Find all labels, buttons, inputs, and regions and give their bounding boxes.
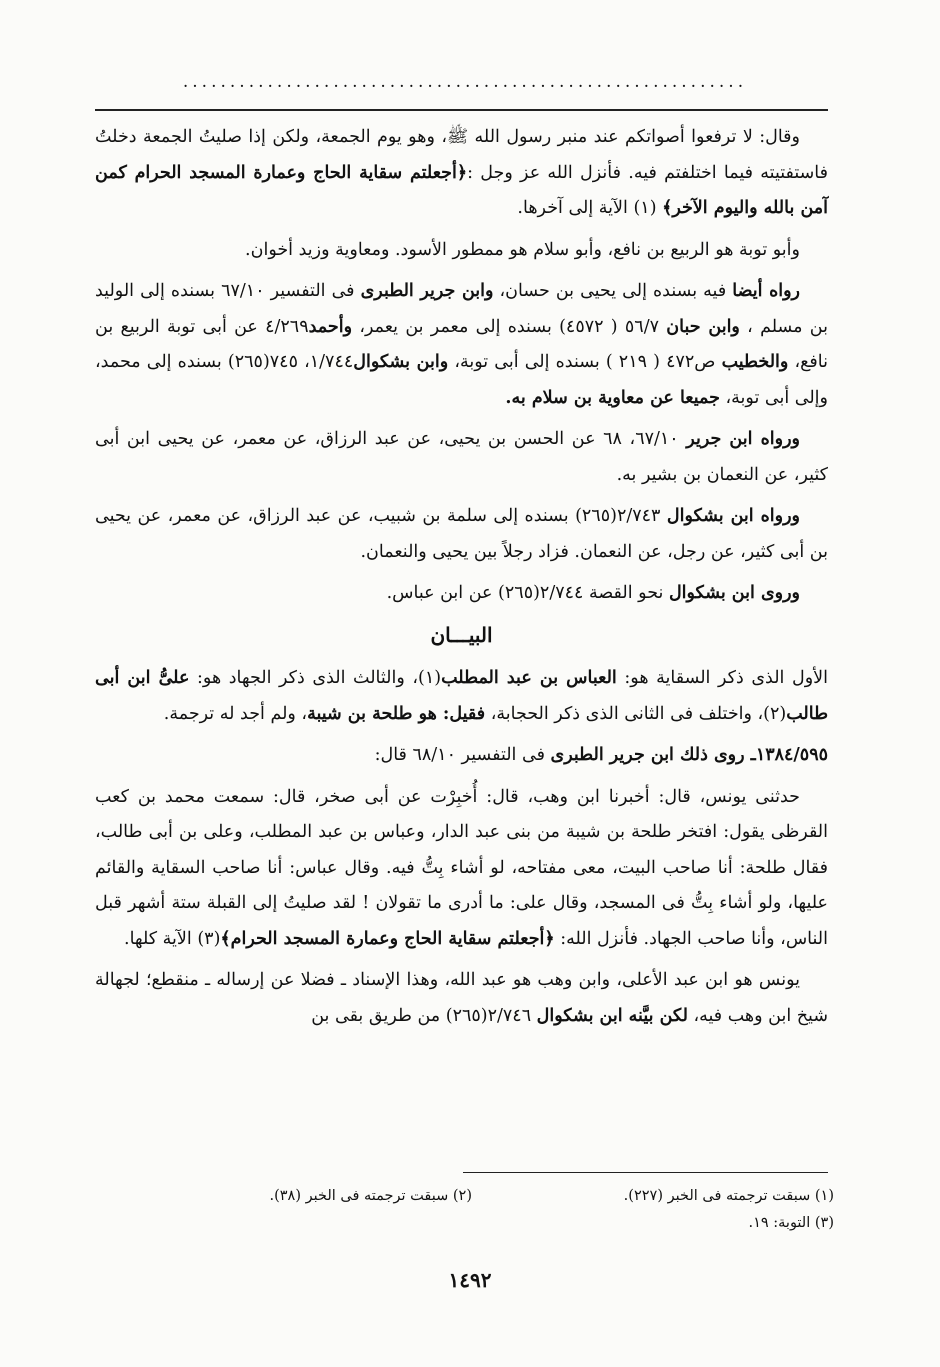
bold-text: رواه أيضا (732, 281, 801, 301)
text: (١)، والثالث الذى ذكر الجهاد هو: (189, 668, 442, 688)
text: نحو القصة ٢/٧٤٤(٢٦٥) عن ابن عباس. (386, 583, 669, 603)
text: فى التفسير ٦٧/١٠ بسنده إلى الوليد بن مسلم ، (95, 281, 828, 337)
paragraph (95, 499, 828, 570)
paragraphs-part-1 (95, 120, 828, 612)
paragraph (95, 963, 828, 1034)
bold-text: العباس بن عبد المطلب (441, 668, 617, 688)
bold-text: وابن حبان (666, 316, 740, 337)
paragraph (95, 576, 828, 612)
bold-text: وأحمد (308, 316, 353, 337)
text: فى التفسير ٦٨/١٠ قال: (374, 745, 551, 765)
text: (١) الآية إلى آخرها. (517, 198, 663, 218)
paragraph (95, 233, 828, 269)
text: ٢/٧٤٦(٢٦٥) من طريق بقى بن (311, 1005, 537, 1026)
paragraph (95, 422, 828, 493)
main-text (95, 120, 828, 1040)
text: ٤/٢٦٩ عن أبى توبة الربيع بن نافع، (95, 316, 828, 372)
bold-text: ﴿أجعلتم سقاية الحاج وعمارة المسجد الحرام كمن آمن بالله واليوم الآخر﴾ (95, 162, 828, 218)
paragraph (95, 661, 828, 732)
paragraph (95, 780, 828, 958)
bold-text: والخطيب (721, 352, 789, 372)
paragraph (95, 738, 828, 774)
footnote-2: (٢) سبقت ترجمته فى الخبر (٣٨). (269, 1188, 472, 1204)
paragraph (95, 274, 828, 416)
bold-text: وابن جرير الطبرى (360, 281, 494, 301)
text: وقال: لا ترفعوا أصواتكم عند منبر رسول الله ﷺ، وهو يوم الجمعة، ولكن إذا صليتُ الجمعة دخلتُ فاستفتيته فيما اختلفتم فيه. فأنزل الله عز وجل : (95, 127, 829, 183)
text: ، ولم أجد له ترجمة. (163, 703, 308, 724)
footnote-1: (١) سبقت ترجمته فى الخبر (٢٢٧). (623, 1188, 834, 1204)
bold-text: وابن بشكوال (353, 352, 449, 372)
text: ٢/٧٤٣(٢٦٥) بسنده إلى سلمة بن شبيب، عن عبد الرزاق، عن معمر، عن يحيى بن أبى كثير، عن رجل، عن النعمان. فزاد رجلاً بين يحيى والنعمان. (95, 506, 828, 562)
text: فيه بسنده إلى يحيى بن حسان، (493, 281, 733, 301)
text: يونس هو ابن عبد الأعلى، وابن وهب هو عبد الله، وهذا الإسناد ـ فضلا عن إرساله ـ منقطع؛ لجهالة شيخ ابن وهب فيه، (95, 970, 828, 1026)
bold-text: ورواه ابن جرير (686, 429, 800, 449)
paragraphs-part-2 (95, 661, 828, 1034)
text: وأبو توبة هو الربيع بن نافع، وأبو سلام هو ممطور الأسود. ومعاوية وزيد أخوان. (245, 239, 800, 260)
footnote-3: (٣) التوبة: ١٩. (748, 1215, 834, 1231)
paragraph (95, 120, 828, 227)
bold-text: ورواه ابن بشكوال (666, 506, 800, 526)
text: ١/٧٤٤، ٧٤٥(٢٦٥) بسنده إلى محمد، وإلى أبى توبة، (95, 352, 828, 408)
bold-text: وروى ابن بشكوال (668, 583, 800, 603)
text: (٢)، واختلف فى الثانى الذى ذكر الحجابة، (485, 703, 787, 724)
text: حدثنى يونس، قال: أخبرنا ابن وهب، قال: أُخبِرْت عن أبى صخر، قال: سمعت محمد بن كعب القرظى يقول: افتخر طلحة بن شيبة من بنى عبد الدار، وعباس بن عبد المطلب، وعلى بن أبى طالب، فقال طلحة: أنا صاحب البيت، معى مفتاحه، لو أشاء بِتُّ فيه. وقال عباس: أنا صاحب السقاية والقائم عليها، ولو أشاء بِتُّ فى المسجد، وقال على: ما أدرى ما تقولان ! لقد صليتُ إلى القبلة ستة أشهر قبل الناس، وأنا صاحب الجهاد. فأنزل الله: (95, 786, 829, 949)
top-rule (95, 109, 828, 111)
header-dots: ............................................................ (182, 72, 748, 92)
bold-text: فقيل: هو طلحة بن شيبة (307, 703, 486, 724)
page-number: ١٤٩٢ (448, 1268, 492, 1292)
text: ٥٦/٧ ( ٤٥٧٢) بسنده إلى معمر بن يعمر، (352, 316, 667, 337)
text: الأول الذى ذكر السقاية هو: (616, 668, 828, 688)
bold-text: علىُّ ابن أبى طالب (95, 668, 828, 724)
text: ص٤٧٢ ( ٢١٩ ) بسنده إلى أبى توبة، (448, 352, 722, 372)
bold-text: ١٣٨٤/٥٩٥ـ روى ذلك ابن جرير الطبرى (550, 745, 828, 765)
text: ٦٧/١٠، ٦٨ عن الحسن بن يحيى، عن عبد الرزاق، عن معمر، عن يحيى ابن أبى كثير، عن النعمان بن بشير به. (95, 429, 828, 485)
bold-text: ﴿أجعلتم سقاية الحاج وعمارة المسجد الحرام﴾ (220, 928, 555, 949)
section-title: البيـــان (430, 622, 493, 647)
bold-text: لكن بيَّنه ابن بشكوال (536, 1005, 688, 1026)
footnote-rule (463, 1172, 828, 1173)
text: (٣) الآية كلها. (124, 928, 221, 949)
bold-text: جميعا عن معاوية بن سلام به. (505, 387, 720, 408)
